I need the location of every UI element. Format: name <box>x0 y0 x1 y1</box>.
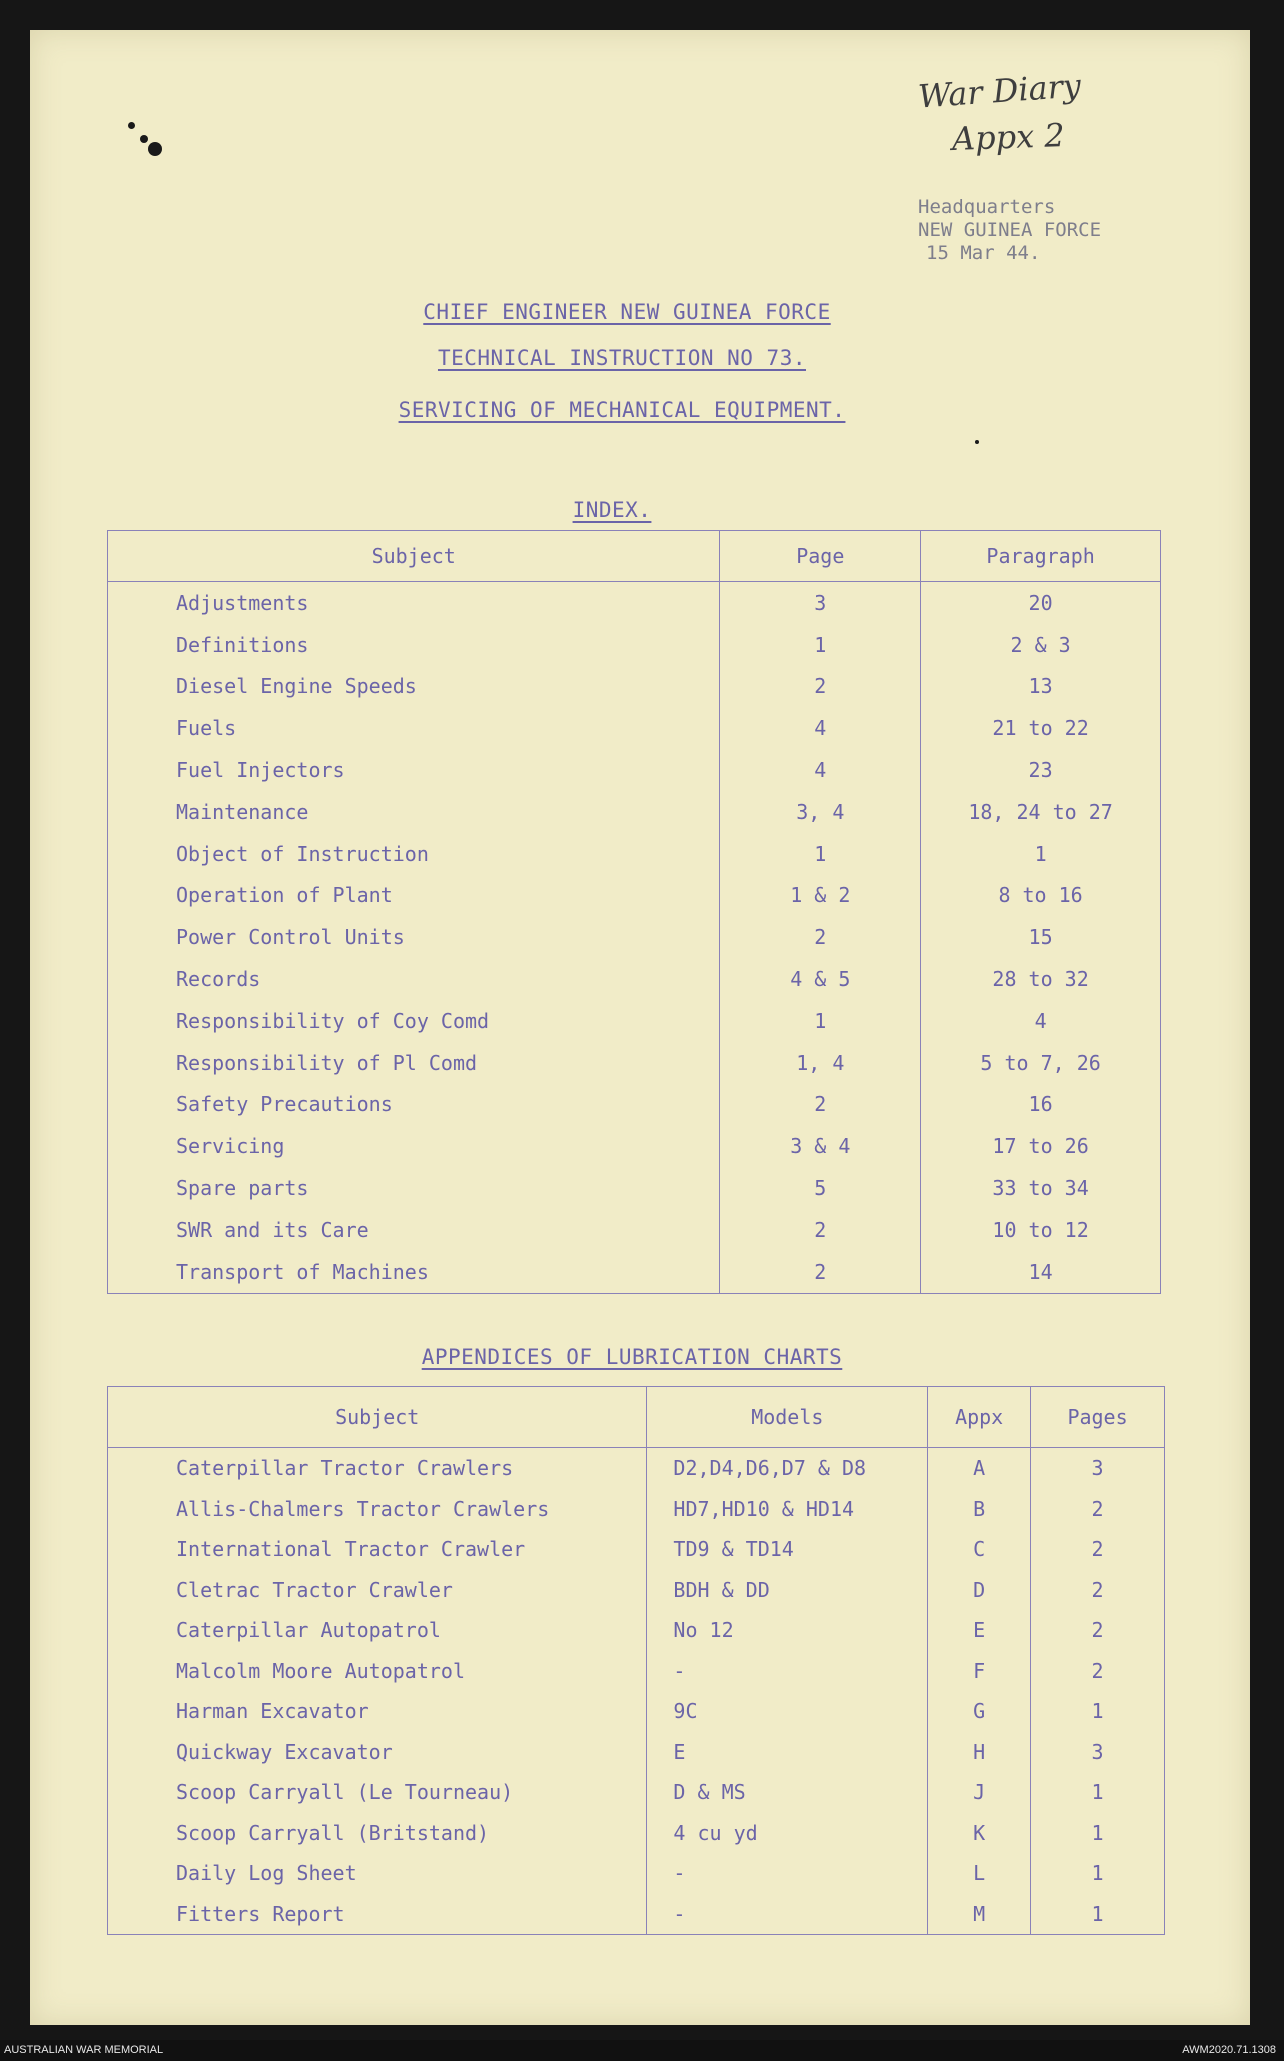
appx-pages-cell: 1 <box>1031 1772 1165 1813</box>
index-page-cell: 4 <box>720 707 921 749</box>
index-header-paragraph: Paragraph <box>921 531 1161 582</box>
appx-pages-cell: 2 <box>1031 1610 1165 1651</box>
index-paragraph-cell: 28 to 32 <box>921 958 1161 1000</box>
index-heading: INDEX. <box>572 498 652 522</box>
appendix-row <box>108 1610 1165 1651</box>
appx-models-cell: - <box>647 1853 928 1894</box>
index-paragraph-cell: 13 <box>921 666 1161 708</box>
archive-footer <box>0 2040 1284 2061</box>
appendix-row <box>108 1772 1165 1813</box>
appendix-row <box>108 1651 1165 1692</box>
appx-letter-cell: C <box>928 1529 1031 1570</box>
appendices-table <box>107 1386 1165 1935</box>
appx-models-cell: - <box>647 1651 928 1692</box>
stamp-line3: 15 Mar 44. <box>926 242 1041 264</box>
appx-pages-cell: 1 <box>1031 1813 1165 1854</box>
appx-header-appx: Appx <box>928 1387 1031 1448</box>
appx-letter-cell: B <box>928 1489 1031 1530</box>
index-subject-cell: Records <box>108 958 720 1000</box>
index-page-cell: 1 <box>720 833 921 875</box>
index-paragraph-cell: 4 <box>921 1000 1161 1042</box>
index-subject-cell: Diesel Engine Speeds <box>108 666 720 708</box>
appx-letter-cell: G <box>928 1691 1031 1732</box>
appx-subject-cell: Scoop Carryall (Britstand) <box>108 1813 647 1854</box>
appendices-heading: APPENDICES OF LUBRICATION CHARTS <box>421 1345 843 1369</box>
index-paragraph-cell: 33 to 34 <box>921 1167 1161 1209</box>
index-row <box>108 1125 1161 1167</box>
appendix-row <box>108 1448 1165 1489</box>
appx-header-pages: Pages <box>1031 1387 1165 1448</box>
appx-models-cell: - <box>647 1894 928 1935</box>
index-subject-cell: Servicing <box>108 1125 720 1167</box>
appx-letter-cell: F <box>928 1651 1031 1692</box>
index-subject-cell: Fuel Injectors <box>108 749 720 791</box>
index-page-cell: 4 <box>720 749 921 791</box>
appx-letter-cell: A <box>928 1448 1031 1489</box>
appx-models-cell: 9C <box>647 1691 928 1732</box>
appx-pages-cell: 2 <box>1031 1529 1165 1570</box>
footer-accession-number: AWM2020.71.1308 <box>1182 2044 1276 2056</box>
index-paragraph-cell: 16 <box>921 1084 1161 1126</box>
appx-models-cell: D2,D4,D6,D7 & D8 <box>647 1448 928 1489</box>
index-page-cell: 1 & 2 <box>720 875 921 917</box>
index-subject-cell: Operation of Plant <box>108 875 720 917</box>
appendix-row <box>108 1570 1165 1611</box>
appx-models-cell: 4 cu yd <box>647 1813 928 1854</box>
index-row <box>108 1251 1161 1293</box>
ink-spot <box>128 122 135 129</box>
appx-header-subject: Subject <box>108 1387 647 1448</box>
appx-pages-cell: 2 <box>1031 1570 1165 1611</box>
appx-pages-cell: 1 <box>1031 1894 1165 1935</box>
appx-header-models: Models <box>647 1387 928 1448</box>
index-paragraph-cell: 5 to 7, 26 <box>921 1042 1161 1084</box>
index-subject-cell: Definitions <box>108 624 720 666</box>
index-row <box>108 958 1161 1000</box>
index-page-cell: 2 <box>720 1251 921 1293</box>
index-page-cell: 5 <box>720 1167 921 1209</box>
index-header-page: Page <box>720 531 921 582</box>
index-row <box>108 875 1161 917</box>
index-page-cell: 2 <box>720 1209 921 1251</box>
index-header-subject: Subject <box>108 531 720 582</box>
title-line3: SERVICING OF MECHANICAL EQUIPMENT. <box>398 398 846 422</box>
appx-pages-cell: 3 <box>1031 1732 1165 1773</box>
index-page-cell: 1 <box>720 624 921 666</box>
index-row <box>108 624 1161 666</box>
appendix-row <box>108 1691 1165 1732</box>
appx-letter-cell: D <box>928 1570 1031 1611</box>
index-subject-cell: Responsibility of Pl Comd <box>108 1042 720 1084</box>
index-row <box>108 1167 1161 1209</box>
appx-letter-cell: J <box>928 1772 1031 1813</box>
appx-pages-cell: 1 <box>1031 1691 1165 1732</box>
appendices-header-row <box>108 1387 1165 1448</box>
footer-institution: AUSTRALIAN WAR MEMORIAL <box>4 2044 164 2056</box>
ink-spot <box>148 142 162 156</box>
index-page-cell: 3, 4 <box>720 791 921 833</box>
appx-subject-cell: Cletrac Tractor Crawler <box>108 1570 647 1611</box>
appx-subject-cell: Scoop Carryall (Le Tourneau) <box>108 1772 647 1813</box>
index-subject-cell: Maintenance <box>108 791 720 833</box>
appx-models-cell: No 12 <box>647 1610 928 1651</box>
appx-subject-cell: Harman Excavator <box>108 1691 647 1732</box>
appx-subject-cell: Fitters Report <box>108 1894 647 1935</box>
index-table <box>107 530 1161 1294</box>
appendix-row <box>108 1813 1165 1854</box>
index-paragraph-cell: 2 & 3 <box>921 624 1161 666</box>
appendix-row <box>108 1732 1165 1773</box>
title-line2: TECHNICAL INSTRUCTION NO 73. <box>437 346 806 370</box>
appendix-row <box>108 1489 1165 1530</box>
appx-letter-cell: E <box>928 1610 1031 1651</box>
appx-subject-cell: Allis-Chalmers Tractor Crawlers <box>108 1489 647 1530</box>
appx-letter-cell: K <box>928 1813 1031 1854</box>
index-paragraph-cell: 8 to 16 <box>921 875 1161 917</box>
ink-spot <box>975 440 979 444</box>
handwritten-note-line1: War Diary <box>916 66 1083 116</box>
appendix-row <box>108 1529 1165 1570</box>
index-page-cell: 3 & 4 <box>720 1125 921 1167</box>
index-row <box>108 707 1161 749</box>
index-page-cell: 2 <box>720 666 921 708</box>
index-page-cell: 4 & 5 <box>720 958 921 1000</box>
index-subject-cell: Safety Precautions <box>108 1084 720 1126</box>
index-row <box>108 1084 1161 1126</box>
index-paragraph-cell: 14 <box>921 1251 1161 1293</box>
index-page-cell: 2 <box>720 1084 921 1126</box>
index-paragraph-cell: 20 <box>921 582 1161 624</box>
index-row <box>108 749 1161 791</box>
index-row <box>108 916 1161 958</box>
stamp-line1: Headquarters <box>918 196 1056 218</box>
appx-subject-cell: Caterpillar Tractor Crawlers <box>108 1448 647 1489</box>
index-row <box>108 666 1161 708</box>
index-paragraph-cell: 1 <box>921 833 1161 875</box>
index-subject-cell: Fuels <box>108 707 720 749</box>
appx-models-cell: HD7,HD10 & HD14 <box>647 1489 928 1530</box>
index-page-cell: 1 <box>720 1000 921 1042</box>
appx-models-cell: D & MS <box>647 1772 928 1813</box>
stamp-line2: NEW GUINEA FORCE <box>918 219 1102 241</box>
headquarters-stamp <box>918 196 1101 265</box>
index-row <box>108 1042 1161 1084</box>
appx-pages-cell: 1 <box>1031 1853 1165 1894</box>
index-row <box>108 582 1161 624</box>
title-line1: CHIEF ENGINEER NEW GUINEA FORCE <box>423 300 831 324</box>
appx-models-cell: BDH & DD <box>647 1570 928 1611</box>
index-subject-cell: SWR and its Care <box>108 1209 720 1251</box>
index-paragraph-cell: 21 to 22 <box>921 707 1161 749</box>
appx-pages-cell: 2 <box>1031 1489 1165 1530</box>
index-subject-cell: Transport of Machines <box>108 1251 720 1293</box>
index-header-row <box>108 531 1161 582</box>
handwritten-note-line2: Appx 2 <box>951 116 1066 158</box>
appendix-row <box>108 1894 1165 1935</box>
appx-letter-cell: H <box>928 1732 1031 1773</box>
index-paragraph-cell: 15 <box>921 916 1161 958</box>
index-paragraph-cell: 23 <box>921 749 1161 791</box>
index-page-cell: 1, 4 <box>720 1042 921 1084</box>
appx-pages-cell: 3 <box>1031 1448 1165 1489</box>
index-subject-cell: Object of Instruction <box>108 833 720 875</box>
index-page-cell: 2 <box>720 916 921 958</box>
ink-spot <box>140 135 148 143</box>
appx-models-cell: TD9 & TD14 <box>647 1529 928 1570</box>
index-row <box>108 1209 1161 1251</box>
index-paragraph-cell: 18, 24 to 27 <box>921 791 1161 833</box>
appx-subject-cell: Malcolm Moore Autopatrol <box>108 1651 647 1692</box>
appx-subject-cell: Caterpillar Autopatrol <box>108 1610 647 1651</box>
appendix-row <box>108 1853 1165 1894</box>
index-subject-cell: Power Control Units <box>108 916 720 958</box>
index-row <box>108 833 1161 875</box>
appx-letter-cell: M <box>928 1894 1031 1935</box>
index-paragraph-cell: 10 to 12 <box>921 1209 1161 1251</box>
index-paragraph-cell: 17 to 26 <box>921 1125 1161 1167</box>
appx-subject-cell: Quickway Excavator <box>108 1732 647 1773</box>
appx-subject-cell: International Tractor Crawler <box>108 1529 647 1570</box>
appx-pages-cell: 2 <box>1031 1651 1165 1692</box>
index-subject-cell: Responsibility of Coy Comd <box>108 1000 720 1042</box>
appx-subject-cell: Daily Log Sheet <box>108 1853 647 1894</box>
index-subject-cell: Adjustments <box>108 582 720 624</box>
index-page-cell: 3 <box>720 582 921 624</box>
index-subject-cell: Spare parts <box>108 1167 720 1209</box>
appx-models-cell: E <box>647 1732 928 1773</box>
appx-letter-cell: L <box>928 1853 1031 1894</box>
index-row <box>108 1000 1161 1042</box>
index-row <box>108 791 1161 833</box>
